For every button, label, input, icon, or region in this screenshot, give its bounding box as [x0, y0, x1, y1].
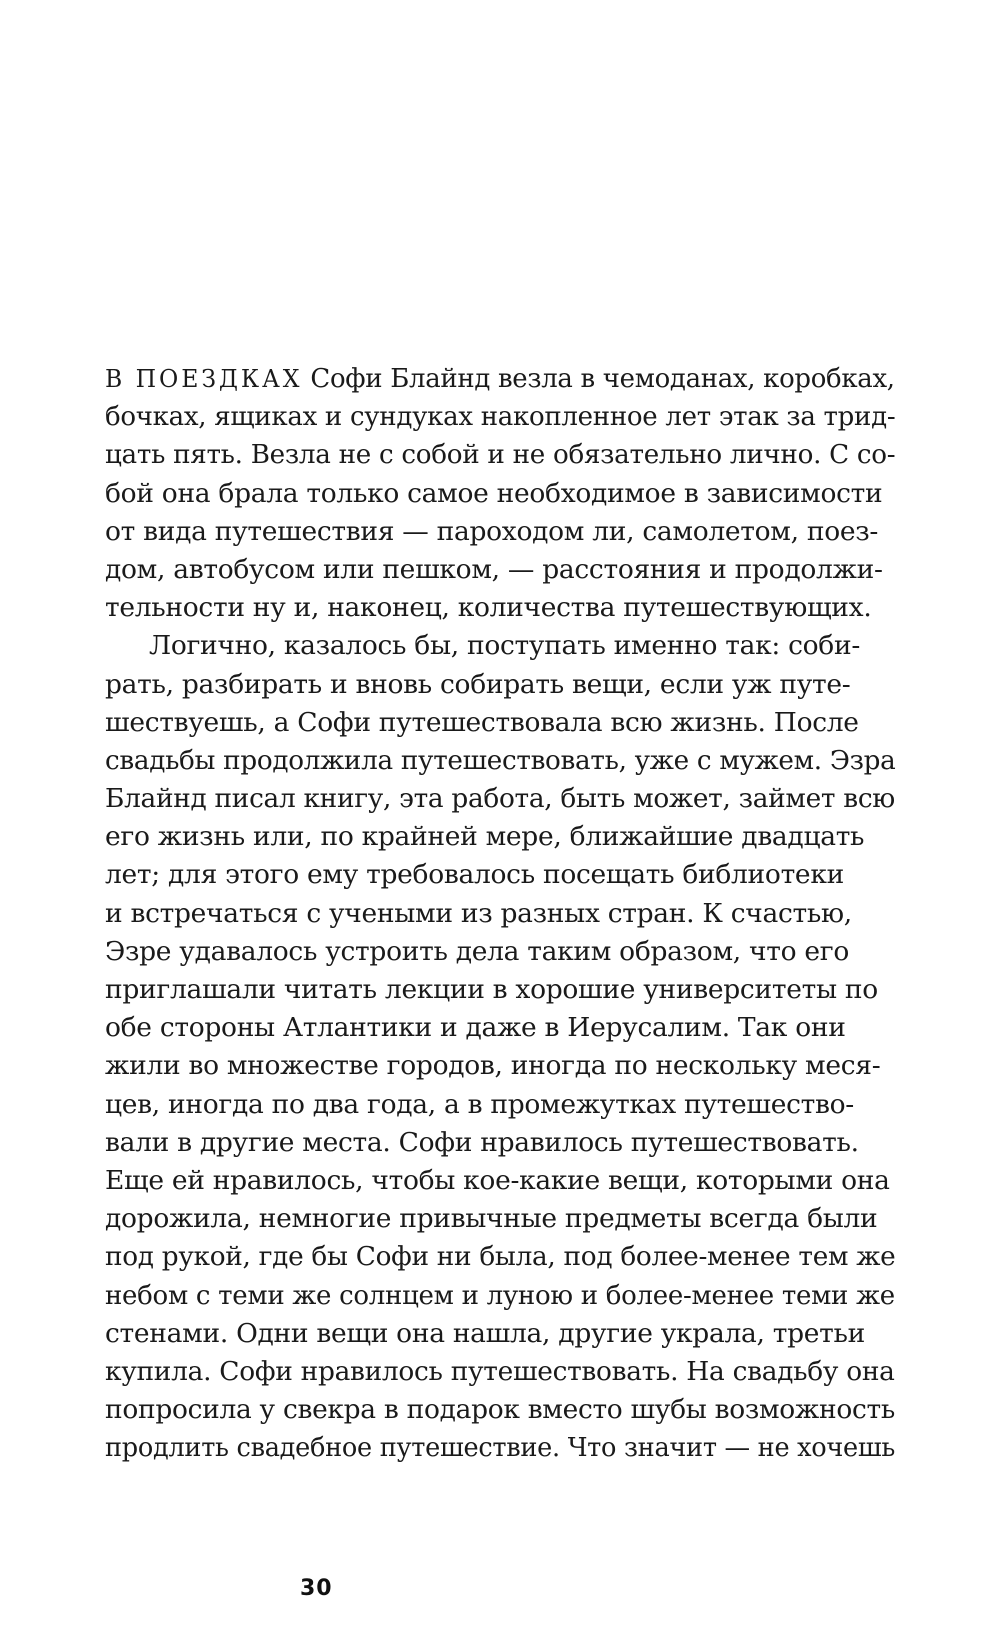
text-line: шествуешь, а Софи путешествовала всю жизнь. После [105, 706, 859, 738]
text-line: Блайнд писал книгу, эта работа, быть может, займет всю [105, 783, 895, 815]
lead-words: В ПОЕЗДКАХ [105, 365, 303, 393]
text-line: бой она брала только самое необходимое в зависимости [105, 477, 883, 509]
text-line: дорожила, немногие привычные предметы всегда были [105, 1203, 878, 1235]
text-line: свадьбы продолжила путешествовать, уже с мужем. Эзра [105, 744, 896, 776]
text-line: лет; для этого ему требовалось посещать библиотеки [105, 859, 844, 891]
text-line: В ПОЕЗДКАХ Софи Блайнд везла в чемоданах, коробках, [105, 363, 895, 394]
body-text [105, 360, 895, 1467]
text-line: жили во множестве городов, иногда по нескольку меся- [105, 1050, 881, 1082]
text-line: от вида путешествия — пароходом ли, самолетом, поез- [105, 515, 879, 547]
text-line: и встречаться с учеными из разных стран. К счастью, [105, 897, 852, 929]
text-line: цев, иногда по два года, а в промежутках путешество- [105, 1088, 854, 1120]
page-number: 30 [300, 1576, 333, 1601]
text-line: небом с теми же солнцем и луною и более-менее теми же [105, 1279, 895, 1311]
text-line-indented: Логично, казалось бы, поступать именно так: соби- [149, 630, 860, 662]
text-line: купила. Софи нравилось путешествовать. На свадьбу она [105, 1355, 895, 1387]
text-line: дом, автобусом или пешком, — расстояния и продолжи- [105, 553, 883, 585]
text-line: тельности ну и, наконец, количества путешествующих. [105, 592, 872, 624]
text-line: его жизнь или, по крайней мере, ближайшие двадцать [105, 821, 865, 853]
text-line: обе стороны Атлантики и даже в Иерусалим. Так они [105, 1012, 846, 1044]
text-line: рать, разбирать и вновь собирать вещи, если уж путе- [105, 668, 851, 700]
text-line: приглашали читать лекции в хорошие университеты по [105, 974, 878, 1005]
text-line: бочках, ящиках и сундуках накопленное лет этак за трид- [105, 401, 896, 433]
text-line: Эзре удавалось устроить дела таким образом, что его [105, 935, 849, 967]
text-line: стенами. Одни вещи она нашла, другие украла, третьи [105, 1317, 865, 1349]
text-line: Еще ей нравилось, чтобы кое-какие вещи, которыми она [105, 1164, 890, 1196]
text-line: попросила у свекра в подарок вместо шубы возможность [105, 1394, 895, 1426]
text-line: цать пять. Везла не с собой и не обязательно лично. С со- [105, 439, 896, 471]
text-line: продлить свадебное путешествие. Что значит — не хочешь [105, 1432, 896, 1464]
text-line: вали в другие места. Софи нравилось путешествовать. [105, 1126, 859, 1158]
text-line: под рукой, где бы Софи ни была, под более-менее тем же [105, 1241, 896, 1273]
